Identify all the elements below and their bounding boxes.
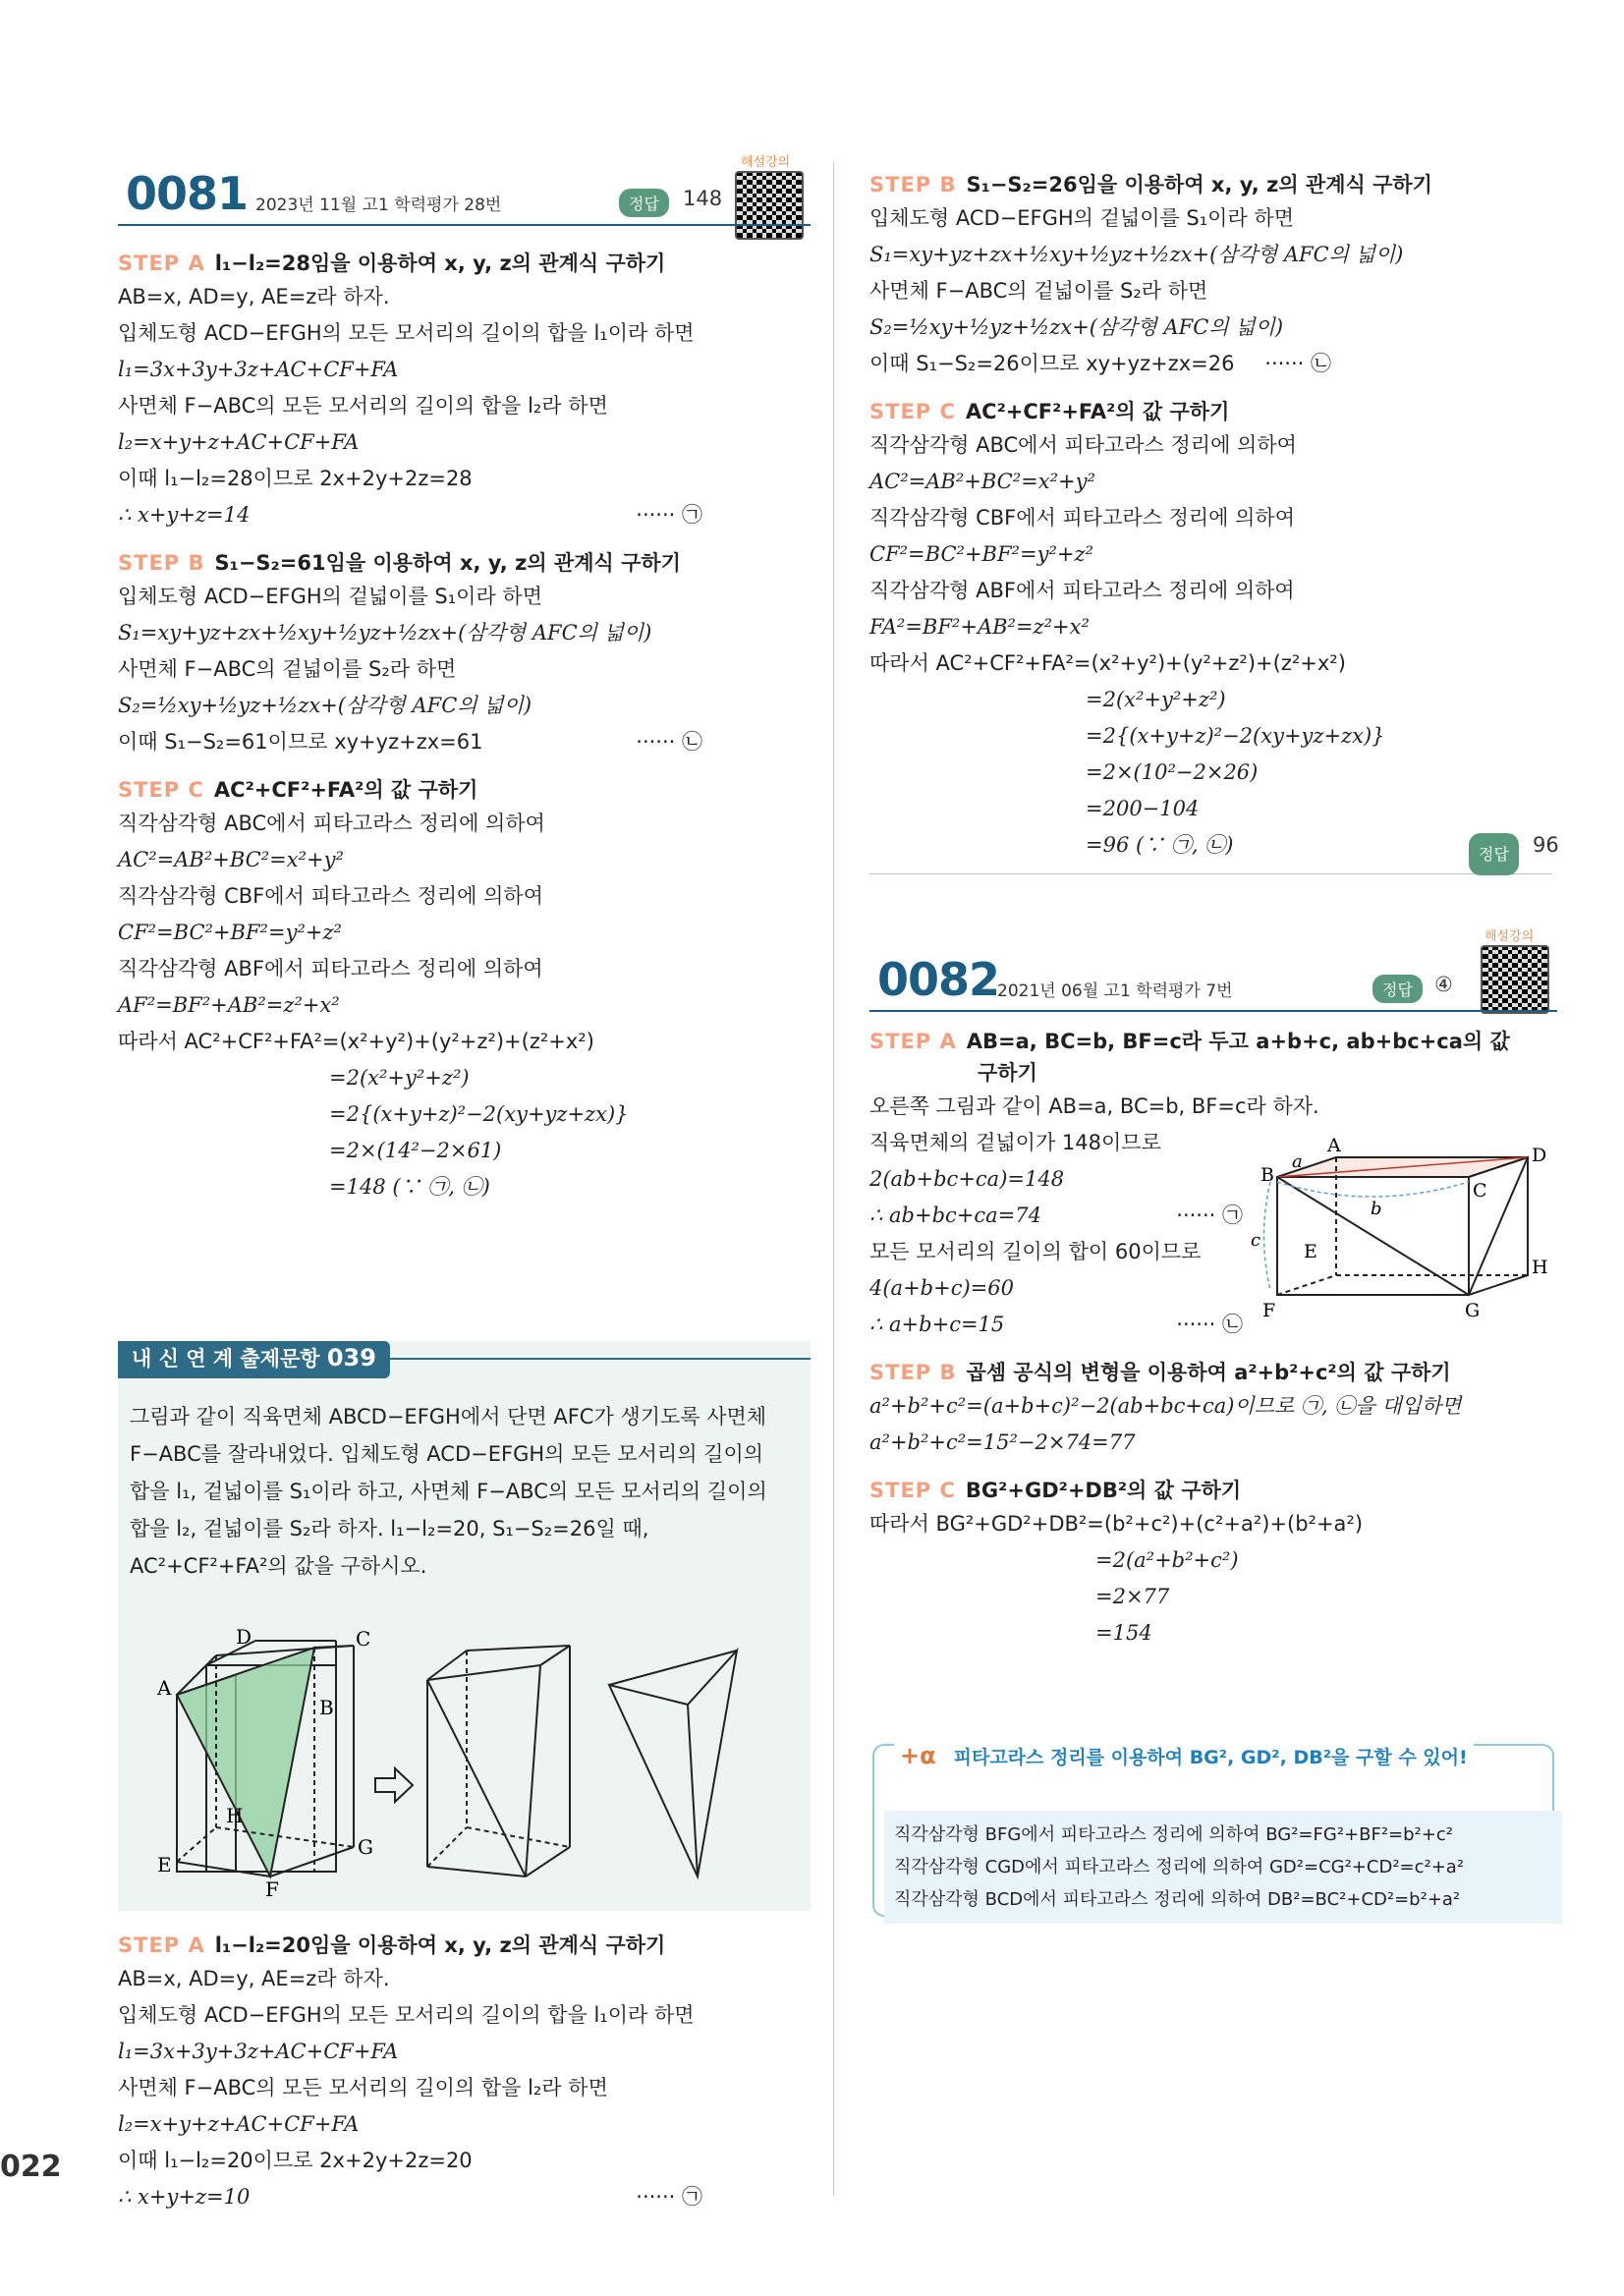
step-tag: STEP B [118,551,205,575]
text-line [869,346,1557,382]
step-title: AC²+CF²+FA²의 값 구하기 [965,400,1230,423]
qr-label: 해설강의 [1484,929,1535,944]
step-title: S₁−S₂=61임을 이용하여 x, y, z의 관계식 구하기 [214,551,681,575]
text-line [118,724,811,760]
step-title-cont: 구하기 [978,1061,1037,1085]
step-tag: STEP C [869,1479,956,1502]
step-title: l₁−l₂=20임을 이용하여 x, y, z의 관계식 구하기 [214,1933,666,1957]
math-span: ∴ x+y+z=10 [118,2185,251,2209]
math-span: ∴ x+y+z=14 [118,503,251,527]
math-line: =154 [1095,1621,1152,1645]
math-line: l₂=x+y+z+AC+CF+FA [118,430,360,454]
text-line [869,1307,1243,1343]
text-line [118,2179,811,2215]
vertex-label: H [1532,1257,1548,1278]
vertex-label: E [1304,1241,1317,1262]
qr-code-icon[interactable] [1481,945,1549,1014]
step-title: BG²+GD²+DB²의 값 구하기 [965,1479,1242,1502]
step-tag: STEP A [869,1030,957,1053]
question-line: 그림과 같이 직육면체 ABCD−EFGH에서 단면 AFC가 생기도록 사면체 [130,1405,767,1428]
vertex-label: F [265,1877,279,1901]
answer-value: 96 [1533,833,1559,857]
math-line: 2(ab+bc+ca)=148 [869,1167,1065,1191]
step-c-heading [869,396,1557,427]
eq-marker: ······ ㉡ [1176,1313,1243,1336]
qr-code-icon[interactable] [735,171,804,240]
tip-heading [894,1742,1474,1769]
math-line: CF²=BC²+BF²=y²+z² [869,542,1093,566]
tip-box [872,1744,1554,1917]
step-a-heading [118,1930,811,1961]
math-line: =2(x²+y²+z²) [1086,688,1226,711]
vertex-label: F [1262,1300,1276,1321]
math-line: l₁=3x+3y+3z+AC+CF+FA [118,2040,399,2063]
step-title: AB=a, BC=b, BF=c라 두고 a+b+c, ab+bc+ca의 값 [966,1030,1510,1053]
step-b-heading [869,169,1557,200]
text-line: 따라서 AC²+CF²+FA²=(x²+y²)+(y²+z²)+(z²+x²) [118,1030,594,1053]
edge-label: c [1251,1230,1261,1251]
remaining-solid [427,1646,570,1876]
math-line: =2×77 [1095,1585,1170,1608]
text-line: 사면체 F−ABC의 모든 모서리의 길이의 합을 l₂라 하면 [118,394,608,418]
text-line: 직각삼각형 ABF에서 피타고라스 정리에 의하여 [869,579,1295,602]
question-line: F−ABC를 잘라내었다. 입체도형 ACD−EFGH의 모든 모서리의 길이의 [130,1442,764,1466]
text-line: 모든 모서리의 길이의 합이 60이므로 [869,1240,1202,1263]
qr-label: 해설강의 [741,155,791,170]
step-title: 곱셈 공식의 변형을 이용하여 a²+b²+c²의 값 구하기 [966,1361,1451,1384]
arrow-icon [375,1768,413,1802]
text-line [118,497,811,533]
text-line: 입체도형 ACD−EFGH의 모든 모서리의 길이의 합을 l₁이라 하면 [118,321,695,345]
math-line: CF²=BC²+BF²=y²+z² [118,921,342,944]
math-line: S₂=½xy+½yz+½zx+(삼각형 AFC의 넓이) [118,694,532,717]
eq-marker: ······ ㉡ [1264,352,1331,375]
vertex-label: H [226,1804,244,1827]
question-line: 합을 l₂, 겉넓이를 S₂라 하자. l₁−l₂=20, S₁−S₂=26일 때, [130,1517,649,1540]
math-line: S₁=xy+yz+zx+½xy+½yz+½zx+(삼각형 AFC의 넓이) [869,243,1404,266]
math-line: AC²=AB²+BC²=x²+y² [118,848,344,871]
vertex-label: B [319,1696,334,1719]
text-line: 입체도형 ACD−EFGH의 모든 모서리의 길이의 합을 l₁이라 하면 [118,2003,695,2027]
right-column [869,169,1557,1652]
answer-badge: 정답 [1469,833,1519,875]
text-line: 입체도형 ACD−EFGH의 겉넓이를 S₁이라 하면 [118,585,543,608]
step-a-body [869,1089,1557,1343]
cut-section [177,1648,314,1876]
left-column-continued [118,1916,811,2215]
step-title: S₁−S₂=26임을 이용하여 x, y, z의 관계식 구하기 [966,173,1432,196]
text-line: 오른쪽 그림과 같이 AB=a, BC=b, BF=c라 하자. [869,1094,1319,1118]
text-line: 이때 l₁−l₂=20이므로 2x+2y+2z=20 [118,2149,473,2172]
step-b-heading [869,1357,1557,1388]
edge-label: a [1292,1151,1303,1172]
vertex-label: B [1260,1164,1274,1186]
math-line: =2×(14²−2×61) [329,1139,502,1162]
text-line: 이때 l₁−l₂=28이므로 2x+2y+2z=28 [118,467,473,490]
text-line: 입체도형 ACD−EFGH의 겉넓이를 S₁이라 하면 [869,206,1295,230]
problem-number: 0081 [126,167,249,220]
math-line: AC²=AB²+BC²=x²+y² [869,470,1095,493]
text-line: 사면체 F−ABC의 겉넓이를 S₂라 하면 [118,657,457,681]
math-line: S₁=xy+yz+zx+½xy+½yz+½zx+(삼각형 AFC의 넓이) [118,621,652,644]
text-line: 사면체 F−ABC의 겉넓이를 S₂라 하면 [869,279,1208,303]
answer-badge: 정답 [619,189,669,217]
related-problem-heading [118,1341,390,1378]
math-line: =2{(x+y+z)²−2(xy+yz+zx)} [1086,724,1385,748]
math-line: a²+b²+c²=(a+b+c)²−2(ab+bc+ca)이므로 ㉠, ㉡을 대입하면 [869,1394,1462,1418]
text-line: 따라서 BG²+GD²+DB²=(b²+c²)+(c²+a²)+(b²+a²) [869,1512,1364,1536]
answer-value: 148 [683,187,723,210]
text-line: 따라서 AC²+CF²+FA²=(x²+y²)+(y²+z²)+(z²+x²) [869,651,1346,675]
math-line: 4(a+b+c)=60 [869,1276,1014,1300]
text-span: 이때 S₁−S₂=26이므로 xy+yz+zx=26 [869,352,1235,375]
step-c-heading [118,774,811,806]
answer-badge: 정답 [1372,975,1423,1003]
section-rule [869,873,1552,874]
math-line: =2(a²+b²+c²) [1095,1548,1239,1572]
header-rule [869,1010,1557,1012]
math-line: =2×(10²−2×26) [1086,760,1259,784]
vertex-label: A [157,1676,172,1700]
text-line: AB=x, AD=y, AE=z라 하자. [118,1967,390,1990]
step-tag: STEP B [869,1361,957,1384]
text-line: 직각삼각형 ABC에서 피타고라스 정리에 의하여 [118,812,545,835]
math-line: =148 (∵ ㉠, ㉡) [329,1175,490,1199]
problem-header-0082 [869,929,1557,1012]
problem-source: 2023년 11월 고1 학력평가 28번 [255,196,502,215]
text-line: 직각삼각형 CBF에서 피타고라스 정리에 의하여 [118,884,543,908]
problem-number: 0082 [877,953,1000,1006]
math-line: =2{(x+y+z)²−2(xy+yz+zx)} [329,1102,629,1126]
text-span: 이때 S₁−S₂=61이므로 xy+yz+zx=61 [118,730,483,754]
step-c-heading [869,1475,1557,1506]
cuboid-cut-figure [118,1587,811,1901]
step-tag: STEP C [118,778,204,802]
math-line: =2(x²+y²+z²) [329,1066,470,1090]
vertex-label: D [1532,1145,1547,1166]
text-line: 직육면체의 겉넓이가 148이므로 [869,1131,1161,1154]
vertex-label: G [1465,1300,1481,1321]
related-problem-label: 내 신 연 계 출제문항 [132,1347,320,1371]
tip-title: 피타고라스 정리를 이용하여 BG², GD², DB²을 구할 수 있어! [953,1747,1468,1768]
answer-value: ④ [1434,973,1453,996]
math-span: ∴ a+b+c=15 [869,1313,1005,1336]
cuboid-figure [1251,1128,1557,1324]
math-line: S₂=½xy+½yz+½zx+(삼각형 AFC의 넓이) [869,315,1284,339]
eq-marker: ······ ㉡ [636,730,702,754]
math-line: =200−104 [1086,797,1200,820]
text-line: 사면체 F−ABC의 모든 모서리의 길이의 합을 l₂라 하면 [118,2076,608,2100]
step-a-heading [118,248,811,279]
tip-body [884,1811,1562,1924]
vertex-label: E [157,1853,172,1876]
vertex-label: D [236,1625,252,1649]
final-line [869,827,1557,864]
step-a-heading [869,1026,1557,1057]
step-tag: STEP C [869,400,956,423]
column-divider [833,162,834,2196]
math-line: FA²=BF²+AB²=z²+x² [869,615,1090,639]
step-tag: STEP A [118,1933,205,1957]
vertex-label: G [358,1835,373,1859]
question-line: 합을 l₁, 겉넓이를 S₁이라 하고, 사면체 F−ABC의 모든 모서리의 길이의 [130,1480,767,1503]
related-problem-box [118,1341,811,1911]
math-span: =96 (∵ ㉠, ㉡) [1086,833,1234,857]
vertex-label: C [1473,1180,1487,1202]
left-column [118,147,811,1205]
text-line [869,1198,1243,1234]
math-span: ∴ ab+bc+ca=74 [869,1204,1041,1227]
step-title: AC²+CF²+FA²의 값 구하기 [213,778,478,802]
step-b-heading [118,547,811,579]
eq-marker: ······ ㉠ [1176,1204,1243,1227]
tip-line: 직각삼각형 CGD에서 피타고라스 정리에 의하여 GD²=CG²+CD²=c²+a² [894,1857,1465,1877]
plus-alpha-icon: +α [900,1742,936,1769]
math-line: a²+b²+c²=15²−2×74=77 [869,1430,1136,1454]
step-tag: STEP B [869,173,957,196]
tip-line: 직각삼각형 BFG에서 피타고라스 정리에 의하여 BG²=FG²+BF²=b²+c² [894,1824,1453,1845]
related-problem-number: 039 [326,1344,376,1372]
tip-line: 직각삼각형 BCD에서 피타고라스 정리에 의하여 DB²=BC²+CD²=b²+a² [894,1889,1461,1910]
header-rule [118,224,811,226]
math-line: l₁=3x+3y+3z+AC+CF+FA [118,358,399,381]
page-number: 022 [0,2150,62,2184]
step-tag: STEP A [118,252,205,275]
related-problem-text [130,1398,808,1585]
text-line: 직각삼각형 ABC에서 피타고라스 정리에 의하여 [869,433,1297,457]
tetrahedron [609,1651,737,1876]
step-title: l₁−l₂=28임을 이용하여 x, y, z의 관계식 구하기 [214,252,666,275]
math-line: AF²=BF²+AB²=z²+x² [118,993,340,1017]
problem-source: 2021년 06월 고1 학력평가 7번 [997,981,1233,1001]
math-line: l₂=x+y+z+AC+CF+FA [118,2112,360,2136]
eq-marker: ······ ㉠ [636,2185,702,2209]
vertex-label: C [356,1627,371,1651]
vertex-label: A [1327,1135,1341,1156]
problem-header-0081 [118,147,811,226]
text-line: AB=x, AD=y, AE=z라 하자. [118,285,390,308]
text-line: 직각삼각형 ABF에서 피타고라스 정리에 의하여 [118,957,543,980]
question-line: AC²+CF²+FA²의 값을 구하시오. [130,1554,427,1578]
edge-label: b [1371,1199,1382,1219]
text-line: 직각삼각형 CBF에서 피타고라스 정리에 의하여 [869,506,1295,530]
eq-marker: ······ ㉠ [636,503,702,527]
